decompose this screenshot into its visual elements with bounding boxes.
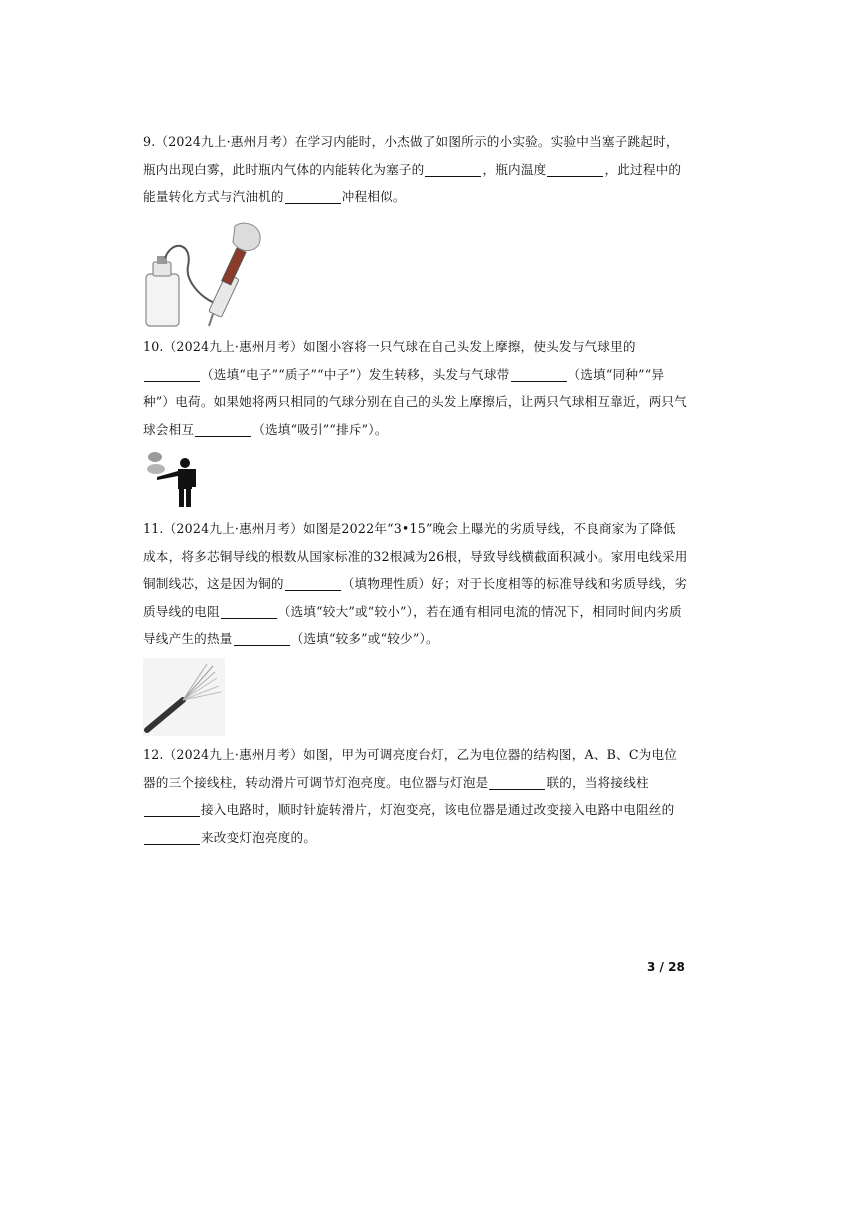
question-number: 12. <box>143 747 164 762</box>
balloon-person-figure <box>143 449 203 509</box>
question-source: （2024九上·惠州月考） <box>163 747 304 762</box>
question-9: 9.（2024九上·惠州月考）在学习内能时，小杰做了如图所示的小实验。实验中当塞子跳起时，瓶内出现白雾，此时瓶内气体的内能转化为塞子的 ，瓶内温度 ，此过程中的能量转化方式与汽油机的 冲程相似。 <box>143 134 682 204</box>
page-number: 3 / 28 <box>647 960 685 974</box>
question-source: （2024九上·惠州月考） <box>163 521 304 536</box>
question-number: 10. <box>143 339 164 354</box>
answer-blank[interactable] <box>144 830 200 845</box>
answer-blank[interactable] <box>285 576 341 591</box>
question-source: （2024九上·惠州月考） <box>155 134 295 149</box>
answer-blank[interactable] <box>547 162 603 177</box>
answer-blank[interactable] <box>144 367 200 382</box>
answer-blank[interactable] <box>285 189 341 204</box>
answer-blank[interactable] <box>234 631 290 646</box>
question-number: 11. <box>143 521 164 536</box>
answer-blank[interactable] <box>425 162 481 177</box>
question-10: 10.（2024九上·惠州月考）如图小容将一只气球在自己头发上摩擦，使头发与气球里的（选填“电子”“质子”“中子”）发生转移，头发与气球带 （选填“同种”“异种”）电荷。如果她将两只相同的气球分别在自己的头发上摩擦后，让两只气球相互靠近，两只气球会相互 （选填“吸引”“排斥”）。 <box>143 339 687 437</box>
wire-figure <box>143 658 225 736</box>
question-number: 9. <box>143 134 156 149</box>
bottle-pump-figure <box>143 218 268 328</box>
answer-blank[interactable] <box>144 802 200 817</box>
answer-blank[interactable] <box>195 422 251 437</box>
answer-blank[interactable] <box>511 367 567 382</box>
answer-blank[interactable] <box>221 604 277 619</box>
question-11: 11.（2024九上·惠州月考）如图是2022年“3•15”晚会上曝光的劣质导线，不良商家为了降低成本，将多芯铜导线的根数从国家标准的32根减为26根，导致导线横截面积减小。家用电线采用铜制线芯，这是因为铜的 （填物理性质）好；对于长度相等的标准导线和劣质导线，劣质导线的电阻 （选填“较大”或“较小”），若在通有相同电流的情况下，相同时间内劣质导线产生的热量 （选填“较多”或“较少”）。 <box>143 521 688 646</box>
question-source: （2024九上·惠州月考） <box>163 339 304 354</box>
answer-blank[interactable] <box>489 775 545 790</box>
question-12: 12.（2024九上·惠州月考）如图，甲为可调亮度台灯，乙为电位器的结构图，A、B、C为电位器的三个接线柱，转动滑片可调节灯泡亮度。电位器与灯泡是 联的，当将接线柱接入电路时，顺时针旋转滑片，灯泡变亮，该电位器是通过改变接入电路中电阻丝的来改变灯泡亮度的。 <box>143 747 678 845</box>
